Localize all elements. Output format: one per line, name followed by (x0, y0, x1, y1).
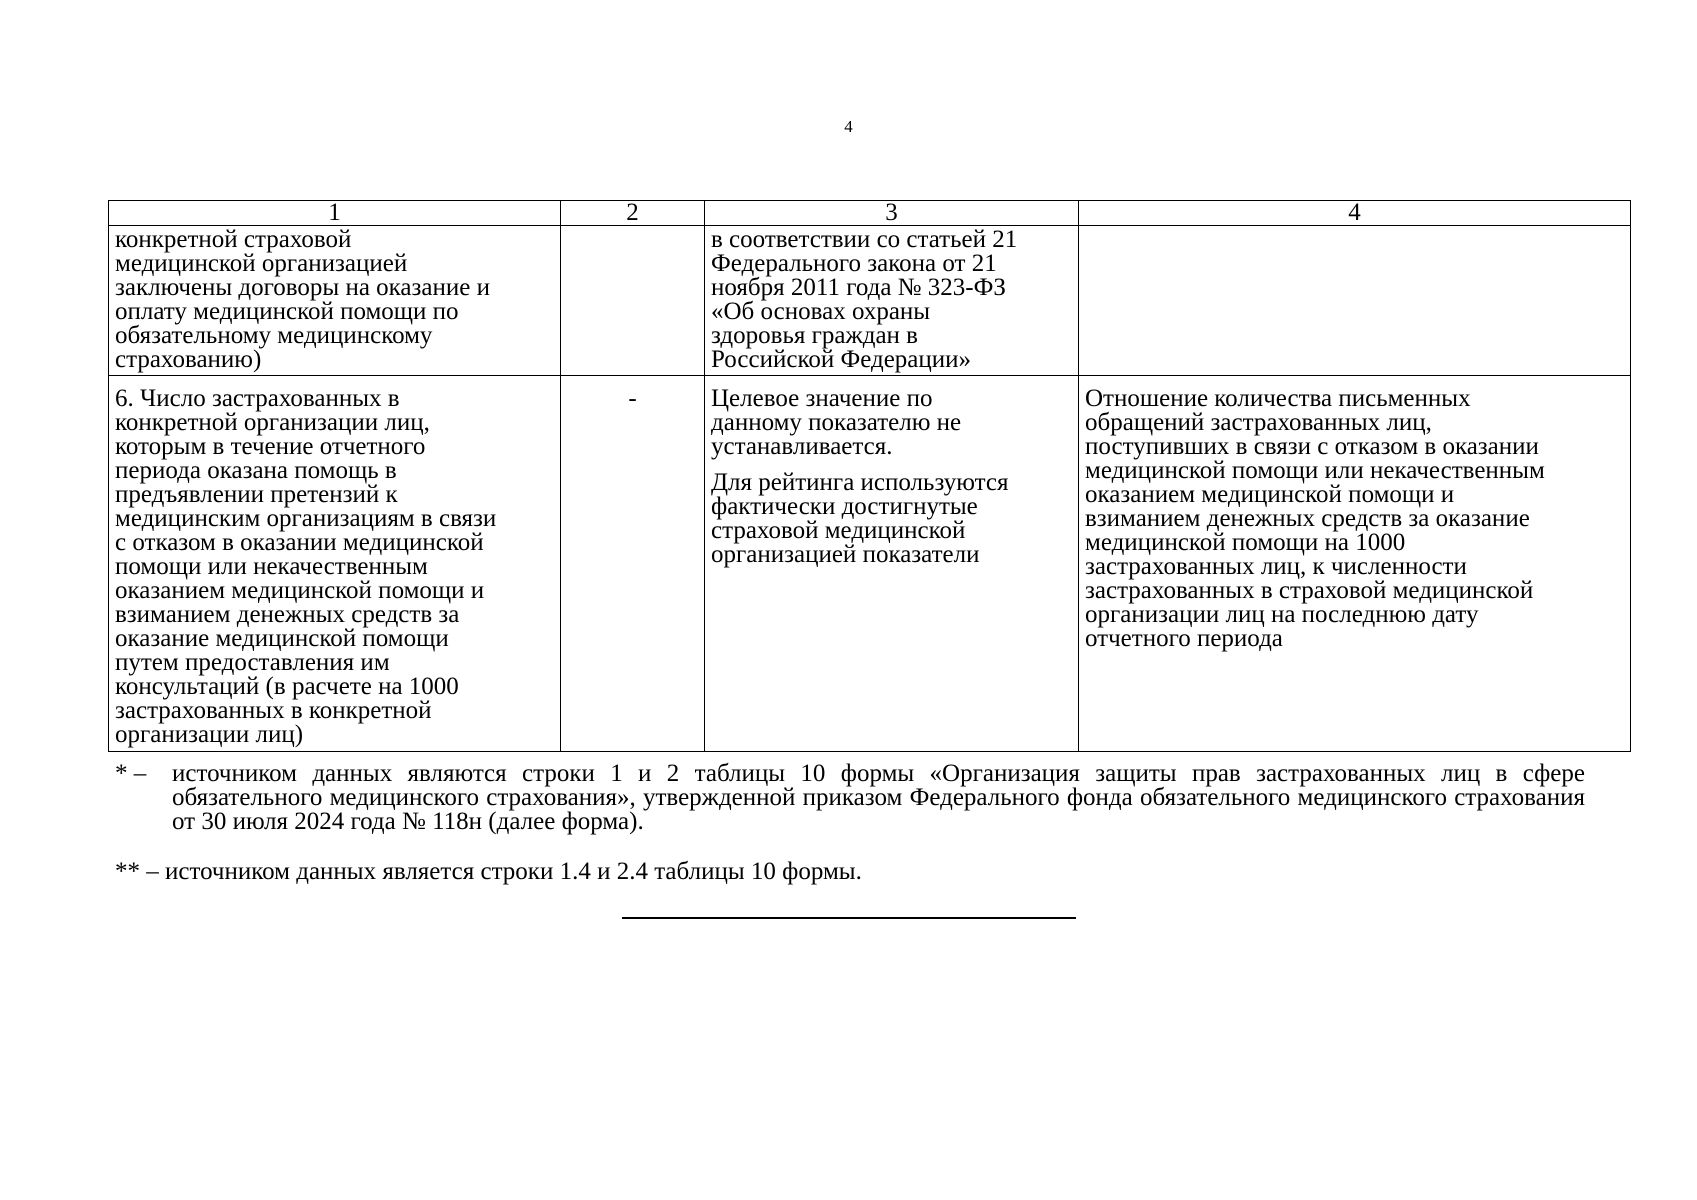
calculation-method-cell (1079, 226, 1631, 376)
target-note-cell (705, 376, 1079, 752)
target-note-cell: в соответствии со статьей 21 Федерального закона от 21 ноября 2011 года № 323-ФЗ «Об основах охраны здоровья граждан в Российской Федерации» (705, 226, 1079, 376)
criteria-table (108, 200, 1631, 752)
footnote-double-asterisk: ** – источником данных является строки 1.4 и 2.4 таблицы 10 формы. (115, 858, 862, 885)
table-row (109, 376, 1631, 752)
footnote-text: источником данных являются строки 1 и 2 таблицы 10 формы «Организация защиты прав застрахованных лиц в сфере обязательного медицинского страхования», утвержденной приказом Федерального фонда обязательного медицинского страхования от 30 июля 2024 года № 118н (далее форма). (172, 760, 1585, 835)
page-number: 4 (844, 117, 853, 136)
target-note-paragraph: Для рейтинга используются фактически достигнутые страховой медицинской организацией показатели (711, 469, 1009, 568)
target-value-cell (561, 226, 705, 376)
end-divider-line (622, 917, 1076, 919)
column-header-1: 1 (109, 201, 561, 226)
target-note-paragraph: Целевое значение по данному показателю не устанавливается. (711, 385, 962, 460)
calculation-method-cell: Отношение количества письменных обращений застрахованных лиц, поступивших в связи с отказом в оказании медицинской помощи или некачественным оказанием медицинской помощи и взиманием денежных средств за оказание медицинской помощи на 1000 застрахованных лиц, к численности застрахованных в страховой медицинской организации лиц на последнюю дату отчетного периода (1079, 376, 1631, 752)
column-header-2: 2 (561, 201, 705, 226)
column-header-3: 3 (705, 201, 1079, 226)
column-header-4: 4 (1079, 201, 1631, 226)
indicator-name-cell: конкретной страховой медицинской организацией заключены договоры на оказание и оплату медицинской помощи по обязательному медицинскому страхованию) (109, 226, 561, 376)
table-row (109, 226, 1631, 376)
footnote-single-asterisk (115, 762, 1585, 834)
table-header-row (109, 201, 1631, 226)
indicator-name-cell: 6. Число застрахованных в конкретной организации лиц, которым в течение отчетного периода оказана помощь в предъявлении претензий к медицинским организациям в связи с отказом в оказании медицинской помощи или некачественным оказанием медицинской помощи и взиманием денежных средств за оказание медицинской помощи путем предоставления им консультаций (в расчете на 1000 застрахованных в конкретной организации лиц) (109, 376, 561, 752)
target-value-cell: - (561, 376, 705, 752)
footnote-marker: * – (115, 760, 147, 787)
